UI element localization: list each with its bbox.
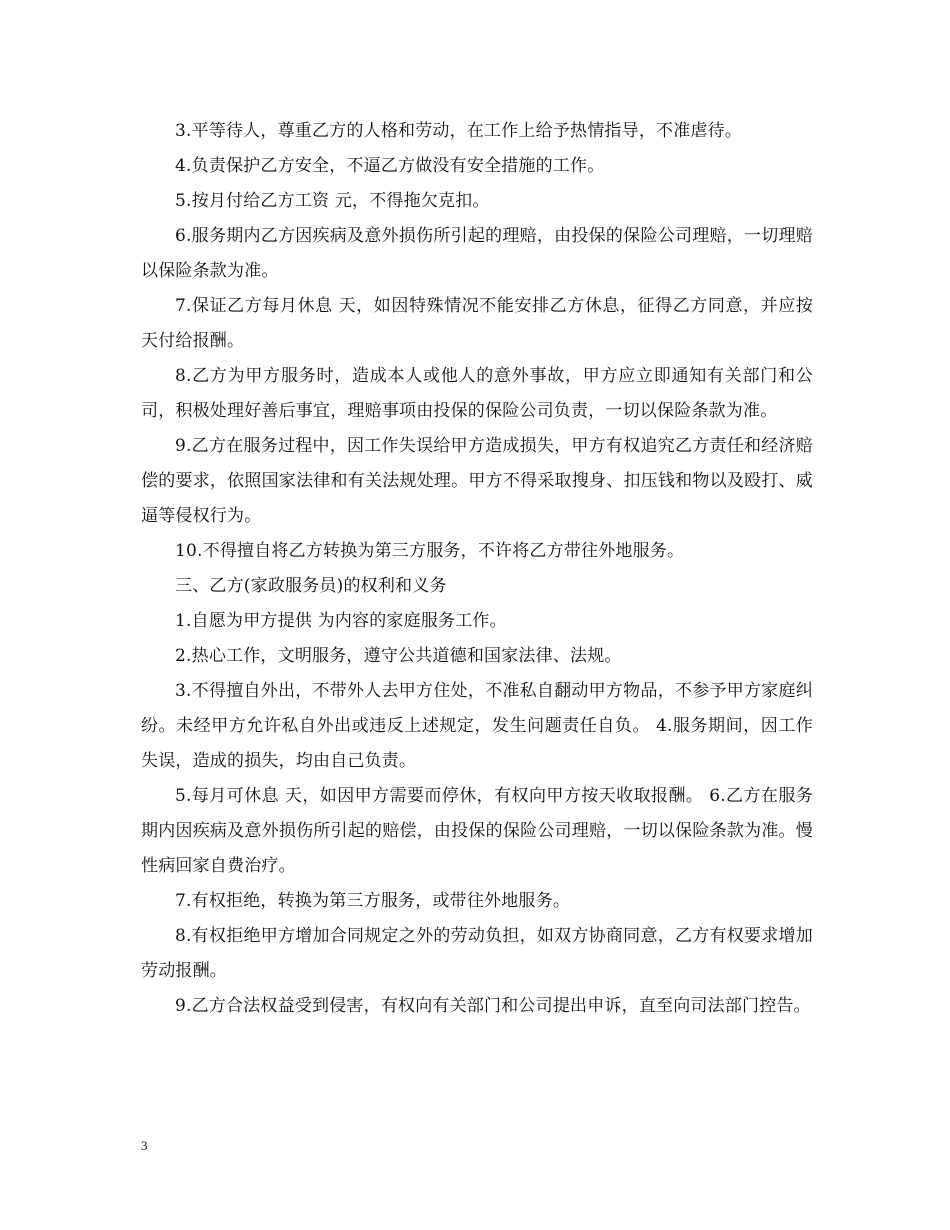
paragraph-employer-duty-6: 6.服务期内乙方因疾病及意外损伤所引起的理赔，由投保的保险公司理赔，一切理赔以保险条款为准。 xyxy=(141,226,813,281)
paragraph-employer-duty-7: 7.保证乙方每月休息 天，如因特殊情况不能安排乙方休息，征得乙方同意，并应按天付给报酬。 xyxy=(141,296,813,351)
paragraph-worker-right-5-6: 5.每月可休息 天，如因甲方需要而停休，有权向甲方按天收取报酬。 6.乙方在服务期内因疾病及意外损伤所引起的赔偿，由投保的保险公司理赔，一切以保险条款为准。慢性病回家自费治疗。 xyxy=(141,786,813,876)
paragraph-employer-duty-3: 3.平等待人，尊重乙方的人格和劳动，在工作上给予热情指导，不准虐待。 xyxy=(175,121,743,141)
paragraph-employer-duty-4: 4.负责保护乙方安全，不逼乙方做没有安全措施的工作。 xyxy=(175,156,605,176)
paragraph-worker-right-8: 8.有权拒绝甲方增加合同规定之外的劳动负担，如双方协商同意，乙方有权要求增加劳动报酬。 xyxy=(141,926,813,981)
section-heading-worker-rights: 三、乙方(家政服务员)的权利和义务 xyxy=(175,576,447,596)
paragraph-worker-right-1: 1.自愿为甲方提供 为内容的家庭服务工作。 xyxy=(175,611,507,631)
paragraph-employer-duty-9: 9.乙方在服务过程中，因工作失误给甲方造成损失，甲方有权追究乙方责任和经济赔偿的要求，依照国家法律和有关法规处理。甲方不得采取搜身、扣压钱和物以及殴打、威逼等侵权行为。 xyxy=(141,436,813,526)
paragraph-employer-duty-8: 8.乙方为甲方服务时，造成本人或他人的意外事故，甲方应立即通知有关部门和公司，积极处理好善后事宜，理赔事项由投保的保险公司负责，一切以保险条款为准。 xyxy=(141,366,813,421)
paragraph-worker-right-3-4: 3.不得擅自外出，不带外人去甲方住处，不准私自翻动甲方物品，不参予甲方家庭纠纷。未经甲方允许私自外出或违反上述规定，发生问题责任自负。 4.服务期间，因工作失误，造成的损失，均由自己负责。 xyxy=(141,681,813,771)
document-body xyxy=(141,114,813,1024)
page-number: 3 xyxy=(141,1138,148,1153)
paragraph-worker-right-7: 7.有权拒绝，转换为第三方服务，或带往外地服务。 xyxy=(175,891,571,911)
paragraph-worker-right-9: 9.乙方合法权益受到侵害，有权向有关部门和公司提出申诉，直至向司法部门控告。 xyxy=(175,996,811,1016)
paragraph-worker-right-2: 2.热心工作，文明服务，遵守公共道德和国家法律、法规。 xyxy=(175,646,622,666)
paragraph-employer-duty-10: 10.不得擅自将乙方转换为第三方服务，不许将乙方带往外地服务。 xyxy=(175,541,685,561)
paragraph-employer-duty-5: 5.按月付给乙方工资 元，不得拖欠克扣。 xyxy=(175,191,490,211)
